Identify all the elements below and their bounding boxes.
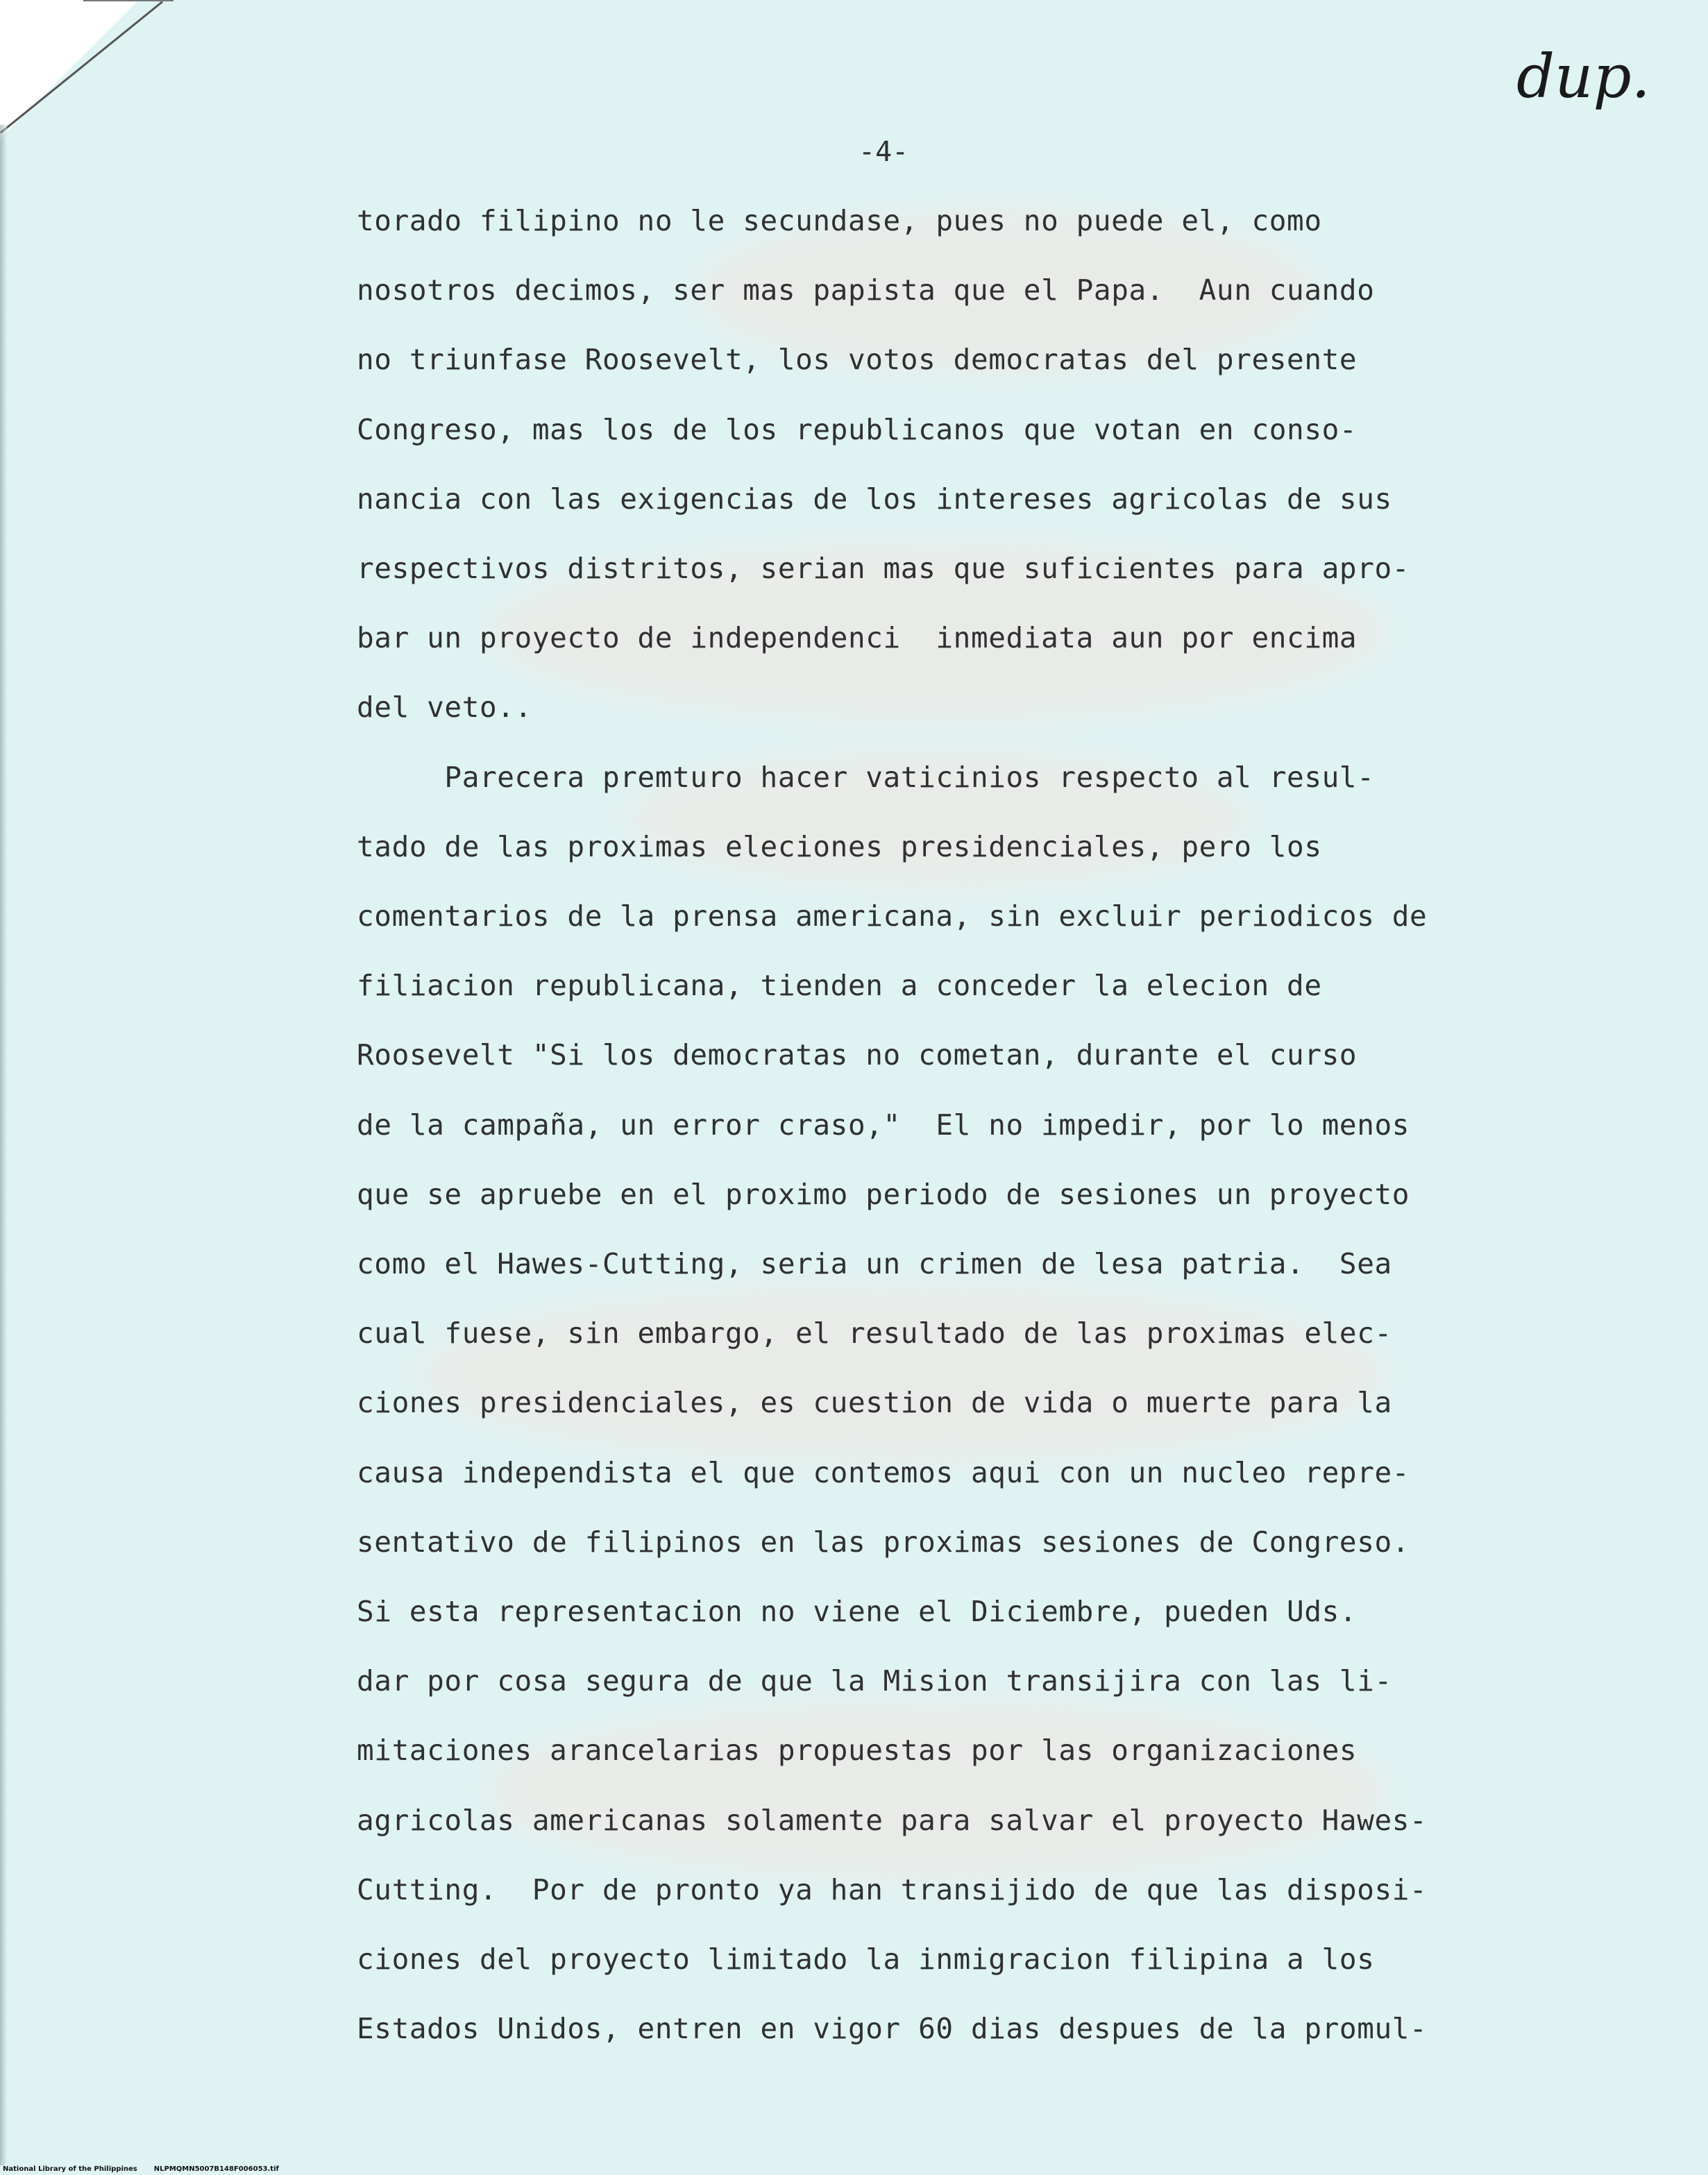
text-line: nancia con las exigencias de los intereses agricolas de sus — [357, 482, 1392, 516]
text-line: que se apruebe en el proximo periodo de sesiones un proyecto — [357, 1177, 1410, 1211]
handwritten-note: dup. — [1516, 42, 1650, 112]
page-edge-shadow — [0, 125, 7, 2165]
text-line: sentativo de filipinos en las proximas sesiones de Congreso. — [357, 1525, 1410, 1559]
text-line: no triunfase Roosevelt, los votos democratas del presente — [357, 343, 1358, 377]
paper-stain — [486, 1700, 1388, 1881]
text-line: Roosevelt "Si los democratas no cometan, durante el curso — [357, 1038, 1358, 1072]
text-line: mitaciones arancelarias propuestas por las organizaciones — [357, 1734, 1358, 1768]
footer-filename: NLPMQMN5007B148F006053.tif — [153, 2165, 279, 2173]
text-line: Congreso, mas los de los republicanos que votan en conso- — [357, 412, 1358, 446]
text-line: causa independista el que contemos aqui con un nucleo repre- — [357, 1455, 1410, 1489]
text-line: Parecera premturo hacer vaticinios respecto al resul- — [357, 760, 1375, 794]
text-line: tado de las proximas eleciones presidenciales, pero los — [357, 829, 1322, 863]
text-line: ciones presidenciales, es cuestion de vida o muerte para la — [357, 1386, 1392, 1420]
text-line: Cutting. Por de pronto ya han transijido de que las disposi- — [357, 1872, 1428, 1906]
scan-footer — [3, 2165, 296, 2173]
text-line: Estados Unidos, entren en vigor 60 dias despues de la promul- — [357, 2012, 1428, 2046]
text-line: respectivos distritos, serian mas que suficientes para apro- — [357, 552, 1410, 585]
text-line: cual fuese, sin embargo, el resultado de las proximas elec- — [357, 1317, 1392, 1351]
text-line: bar un proyecto de independenci inmediata aun por encima — [357, 621, 1358, 655]
text-line: del veto.. — [357, 691, 532, 725]
text-line: ciones del proyecto limitado la inmigracion filipina a los — [357, 1943, 1375, 1976]
text-line: como el Hawes-Cutting, seria un crimen de lesa patria. Sea — [357, 1247, 1392, 1280]
paper-stain — [416, 1284, 1388, 1464]
text-line: agricolas americanas solamente para salvar el proyecto Hawes- — [357, 1803, 1428, 1837]
text-line: comentarios de la prensa americana, sin excluir periodicos de — [357, 899, 1428, 933]
footer-institution: National Library of the Philippines — [3, 2165, 137, 2173]
text-line: Si esta representacion no viene el Diciembre, pueden Uds. — [357, 1595, 1358, 1628]
text-line: torado filipino no le secundase, pues no puede el, como — [357, 204, 1322, 237]
fold-crease-top — [83, 0, 174, 1]
page-number: -4- — [859, 136, 909, 168]
torn-corner — [0, 0, 139, 139]
text-line: de la campaña, un error craso," El no impedir, por lo menos — [357, 1108, 1410, 1142]
text-line: nosotros decimos, ser mas papista que el Papa. Aun cuando — [357, 273, 1375, 307]
text-line: dar por cosa segura de que la Mision transijira con las li- — [357, 1664, 1392, 1698]
text-line: filiacion republicana, tienden a conceder la elecion de — [357, 969, 1322, 1003]
